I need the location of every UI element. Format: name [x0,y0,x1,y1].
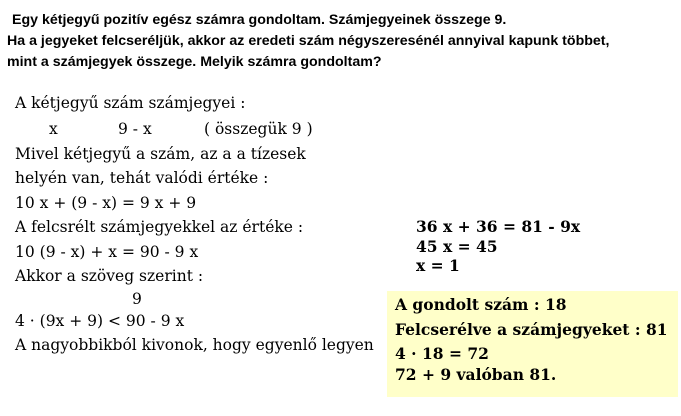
problem-statement [7,10,609,73]
answer-check-product: 4 · 18 = 72 [395,344,489,363]
equation-solving [416,217,580,276]
answer-check-sum: 72 + 9 valóban 81. [395,365,557,384]
inequality: 4 · (9x + 9) < 90 - 9 x [15,312,185,330]
equation-3: x = 1 [416,256,460,275]
digits-intro: A kétjegyű szám számjegyei : [15,94,246,112]
swapped-intro: A felcsrélt számjegyekkel az értéke : [15,218,304,236]
value-expression: 10 x + (9 - x) = 9 x + 9 [15,194,197,212]
digit-x: x [49,120,58,138]
answer-number: A gondolt szám : 18 [395,295,567,314]
digit-sum-note: ( összegük 9 ) [204,120,313,138]
reason-line-2: helyén van, tehát valódi értéke : [15,169,269,187]
problem-line-2: Ha a jegyeket felcseréljük, akkor az eredeti szám négyszeresénél annyival kapunk többet, [7,33,610,49]
nine-superscript: 9 [132,290,142,308]
problem-line-1: Egy kétjegyű pozitív egész számra gondoltam. Számjegyeinek összege 9. [12,12,507,28]
subtract-note: A nagyobbikból kivonok, hogy egyenlő legyen [15,336,374,354]
equation-1: 36 x + 36 = 81 - 9x [416,217,581,236]
problem-line-3: mint a számjegyek összege. Melyik számra gondoltam? [7,54,382,70]
reason-line-1: Mivel kétjegyű a szám, az a a tízesek [15,145,306,163]
equation-2: 45 x = 45 [416,236,498,256]
condition-intro: Akkor a szöveg szerint : [15,267,204,285]
swapped-expression: 10 (9 - x) + x = 90 - 9 x [15,243,199,261]
digit-9-minus-x: 9 - x [118,120,152,138]
answer-swapped: Felcserélve a számjegyeket : 81 [395,320,668,339]
answer-box [387,291,678,397]
